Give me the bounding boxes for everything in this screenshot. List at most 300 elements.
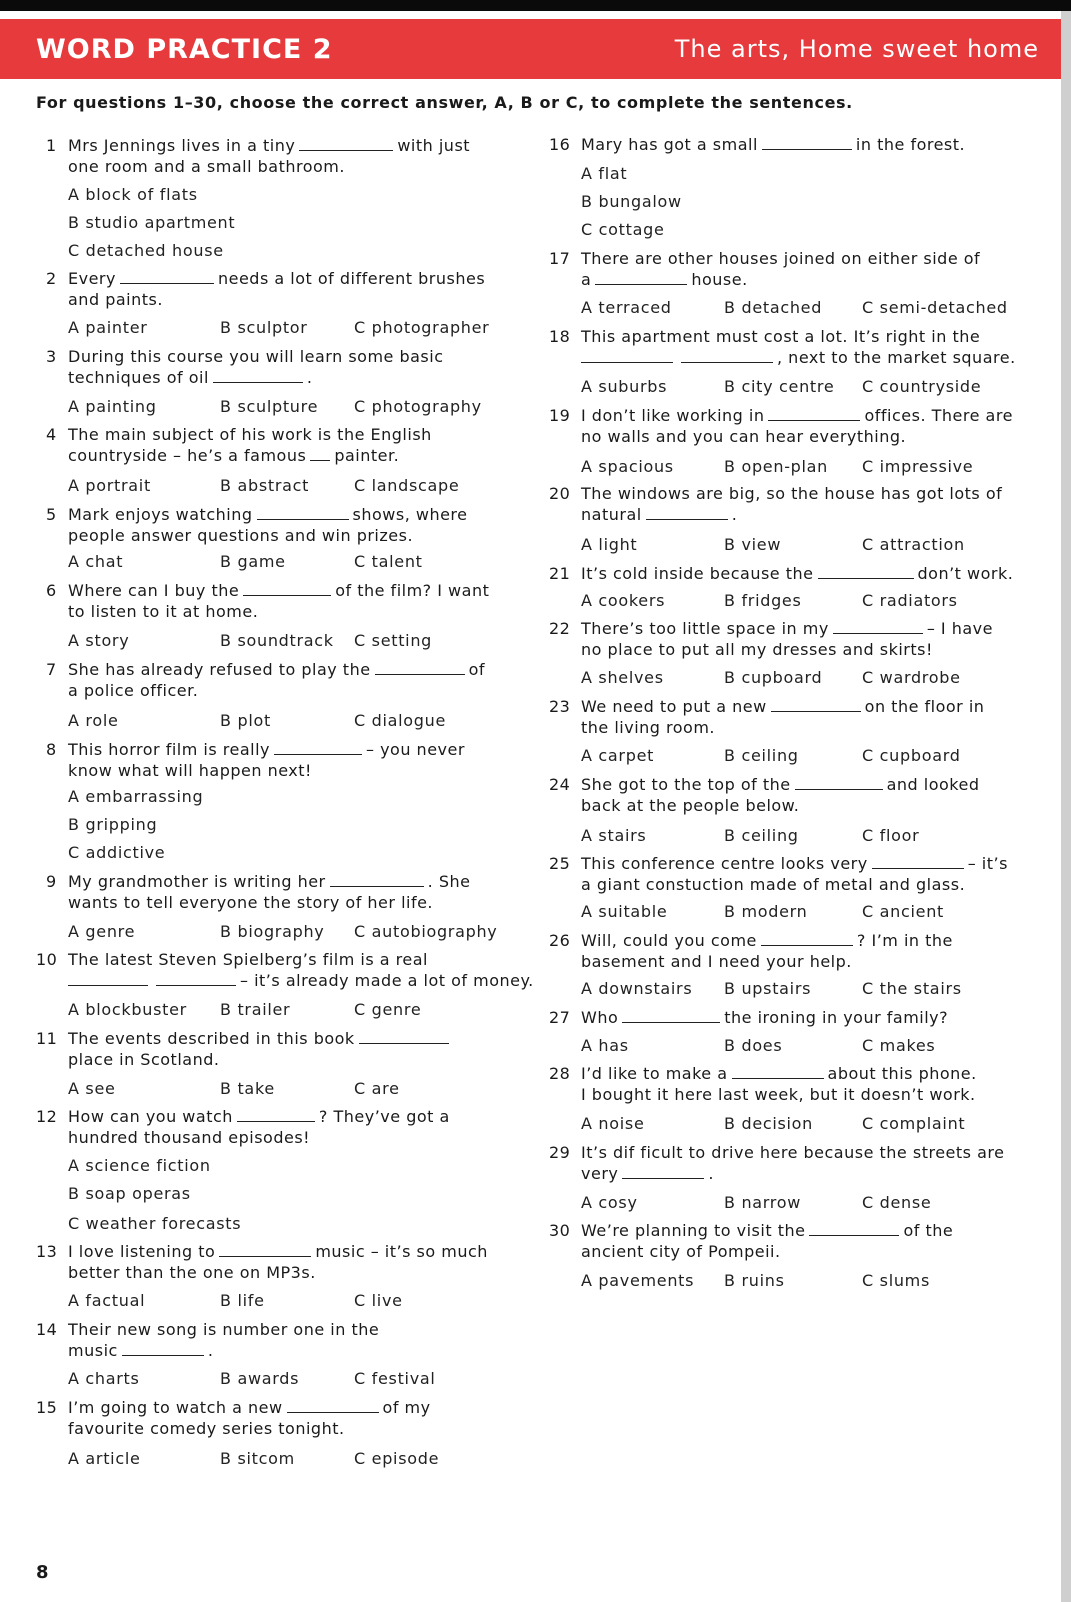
question-18-line bbox=[549, 326, 980, 347]
question-number: 26 bbox=[549, 931, 571, 950]
answer-option-a[interactable]: A suburbs bbox=[581, 377, 668, 396]
answer-blank[interactable] bbox=[375, 660, 465, 675]
answer-option-b[interactable]: B sculpture bbox=[220, 397, 319, 416]
question-text: Will, could you come bbox=[581, 931, 757, 950]
answer-option-c[interactable]: C slums bbox=[862, 1271, 931, 1290]
question-text: techniques of oil bbox=[68, 368, 209, 387]
answer-option-a[interactable]: A embarrassing bbox=[68, 787, 204, 806]
answer-option-a[interactable]: A flat bbox=[581, 164, 628, 183]
question-5-line bbox=[46, 504, 468, 525]
question-text: of the bbox=[903, 1221, 954, 1240]
question-10-line bbox=[68, 970, 534, 991]
question-text: . bbox=[708, 1164, 714, 1183]
question-29-line bbox=[581, 1163, 714, 1184]
answer-option-b[interactable]: B open-plan bbox=[724, 457, 829, 476]
top-edge bbox=[0, 0, 1071, 11]
answer-option-a[interactable]: A stairs bbox=[581, 826, 647, 845]
question-text: This apartment must cost a lot. It’s right in the bbox=[581, 327, 981, 346]
question-17-line bbox=[549, 248, 980, 269]
question-text: basement and I need your help. bbox=[581, 952, 852, 971]
answer-option-b[interactable]: B decision bbox=[724, 1114, 814, 1133]
answer-option-a[interactable]: A light bbox=[581, 535, 638, 554]
question-text: There are other houses joined on either side of bbox=[581, 249, 981, 268]
question-12-line bbox=[36, 1106, 450, 1127]
question-text: no walls and you can hear everything. bbox=[581, 427, 907, 446]
answer-option-a[interactable]: A portrait bbox=[68, 476, 151, 495]
question-text: countryside – he’s a famous bbox=[68, 446, 307, 465]
answer-option-b[interactable]: B sitcom bbox=[220, 1449, 295, 1468]
answer-option-b[interactable]: B cupboard bbox=[724, 668, 823, 687]
answer-option-c[interactable]: C festival bbox=[354, 1369, 436, 1388]
question-number: 5 bbox=[46, 505, 57, 524]
question-text: My grandmother is writing her bbox=[68, 872, 326, 891]
question-text: During this course you will learn some basic bbox=[68, 347, 444, 366]
question-12-line bbox=[68, 1127, 310, 1148]
question-30-line bbox=[581, 1241, 781, 1262]
answer-blank[interactable] bbox=[122, 1341, 204, 1356]
question-14-line bbox=[36, 1319, 379, 1340]
question-text: I bought it here last week, but it doesn’t work. bbox=[581, 1085, 976, 1104]
answer-option-c[interactable]: C semi-detached bbox=[862, 298, 1008, 317]
question-28-line bbox=[581, 1084, 976, 1105]
answer-option-c[interactable]: C dense bbox=[862, 1193, 932, 1212]
question-text: Mrs Jennings lives in a tiny bbox=[68, 136, 296, 155]
question-22-line bbox=[581, 639, 933, 660]
answer-blank[interactable] bbox=[243, 581, 331, 596]
answer-option-c[interactable]: C the stairs bbox=[862, 979, 962, 998]
answer-option-c[interactable]: C photographer bbox=[354, 318, 490, 337]
answer-blank[interactable] bbox=[595, 270, 687, 285]
question-text: needs a lot of different brushes bbox=[217, 269, 486, 288]
answer-option-a[interactable]: A terraced bbox=[581, 298, 672, 317]
answer-option-b[interactable]: B game bbox=[220, 552, 286, 571]
answer-option-c[interactable]: C complaint bbox=[862, 1114, 966, 1133]
answer-option-c[interactable]: C photography bbox=[354, 397, 482, 416]
question-text: There’s too little space in my bbox=[581, 619, 829, 638]
question-text: It’s dif ficult to drive here because the streets are bbox=[581, 1143, 1005, 1162]
question-27-line bbox=[549, 1007, 948, 1028]
question-text: very bbox=[581, 1164, 619, 1183]
question-text: The main subject of his work is the English bbox=[68, 425, 432, 444]
question-3-line bbox=[46, 346, 444, 367]
question-number: 1 bbox=[46, 136, 57, 155]
question-text: favourite comedy series tonight. bbox=[68, 1419, 345, 1438]
answer-option-a[interactable]: A painting bbox=[68, 397, 157, 416]
answer-option-a[interactable]: A cookers bbox=[581, 591, 666, 610]
question-text: shows, where bbox=[352, 505, 468, 524]
question-number: 12 bbox=[36, 1107, 58, 1126]
question-text: This conference centre looks very bbox=[581, 854, 868, 873]
answer-option-c[interactable]: C addictive bbox=[68, 843, 166, 862]
question-25-line bbox=[549, 853, 1008, 874]
question-23-line bbox=[549, 696, 984, 717]
question-14-line bbox=[68, 1340, 213, 1361]
answer-option-b[interactable]: B sculptor bbox=[220, 318, 308, 337]
question-text: I’m going to watch a new bbox=[68, 1398, 283, 1417]
answer-blank[interactable] bbox=[68, 971, 148, 986]
question-24-line bbox=[549, 774, 980, 795]
question-text: The latest Steven Spielberg’s film is a real bbox=[68, 950, 428, 969]
answer-option-a[interactable]: A blockbuster bbox=[68, 1000, 187, 1019]
answer-option-c[interactable]: C landscape bbox=[354, 476, 460, 495]
question-text: offices. There are bbox=[864, 406, 1013, 425]
answer-option-c[interactable]: C cottage bbox=[581, 220, 665, 239]
answer-option-c[interactable]: C live bbox=[354, 1291, 403, 1310]
answer-blank[interactable] bbox=[646, 505, 728, 520]
answer-option-b[interactable]: B ceiling bbox=[724, 826, 799, 845]
answer-blank[interactable] bbox=[330, 872, 424, 887]
answer-blank[interactable] bbox=[359, 1029, 449, 1044]
question-text: of bbox=[468, 660, 485, 679]
question-3-line bbox=[68, 367, 312, 388]
answer-option-c[interactable]: C cupboard bbox=[862, 746, 961, 765]
question-text: hundred thousand episodes! bbox=[68, 1128, 311, 1147]
question-10-line bbox=[36, 949, 428, 970]
question-19-line bbox=[549, 405, 1013, 426]
answer-blank[interactable] bbox=[213, 368, 303, 383]
question-text: in the forest. bbox=[855, 135, 966, 154]
question-text: to listen to it at home. bbox=[68, 602, 259, 621]
question-number: 18 bbox=[549, 327, 571, 346]
answer-option-a[interactable]: A article bbox=[68, 1449, 141, 1468]
question-18-line bbox=[581, 347, 1016, 368]
answer-option-b[interactable]: B soundtrack bbox=[220, 631, 334, 650]
answer-option-a[interactable]: A see bbox=[68, 1079, 116, 1098]
answer-blank[interactable] bbox=[872, 854, 964, 869]
answer-blank[interactable] bbox=[771, 697, 861, 712]
question-text: The windows are big, so the house has got lots of bbox=[581, 484, 1003, 503]
answer-option-b[interactable]: B awards bbox=[220, 1369, 300, 1388]
question-number: 27 bbox=[549, 1008, 571, 1027]
question-text: – I have bbox=[926, 619, 993, 638]
answer-blank[interactable] bbox=[120, 269, 214, 284]
question-8-line bbox=[46, 739, 465, 760]
answer-option-b[interactable]: B plot bbox=[220, 711, 271, 730]
question-9-line bbox=[68, 892, 433, 913]
question-text: natural bbox=[581, 505, 642, 524]
question-text: This horror film is really bbox=[68, 740, 270, 759]
question-number: 8 bbox=[46, 740, 57, 759]
answer-option-c[interactable]: C detached house bbox=[68, 241, 224, 260]
question-number: 21 bbox=[549, 564, 571, 583]
answer-option-a[interactable]: A spacious bbox=[581, 457, 674, 476]
question-number: 30 bbox=[549, 1221, 571, 1240]
answer-option-b[interactable]: B does bbox=[724, 1036, 783, 1055]
question-text: Mark enjoys watching bbox=[68, 505, 253, 524]
question-text: I’d like to make a bbox=[581, 1064, 728, 1083]
answer-blank[interactable] bbox=[274, 740, 362, 755]
question-19-line bbox=[581, 426, 906, 447]
answer-blank[interactable] bbox=[581, 348, 673, 363]
question-text: . bbox=[731, 505, 738, 524]
question-text: and looked bbox=[886, 775, 980, 794]
answer-blank[interactable] bbox=[310, 446, 330, 461]
instructions: For questions 1–30, choose the correct answer, A, B or C, to complete the sentences. bbox=[36, 93, 853, 112]
question-number: 10 bbox=[36, 950, 58, 969]
question-text: How can you watch bbox=[68, 1107, 233, 1126]
answer-option-b[interactable]: B ceiling bbox=[724, 746, 799, 765]
answer-option-c[interactable]: C genre bbox=[354, 1000, 422, 1019]
question-17-line bbox=[581, 269, 748, 290]
answer-option-b[interactable]: B trailer bbox=[220, 1000, 291, 1019]
question-text: Where can I buy the bbox=[68, 581, 240, 600]
question-1-line bbox=[46, 135, 470, 156]
answer-option-a[interactable]: A shelves bbox=[581, 668, 664, 687]
question-text: ? They’ve got a bbox=[318, 1107, 450, 1126]
question-number: 23 bbox=[549, 697, 571, 716]
answer-option-b[interactable]: B bungalow bbox=[581, 192, 682, 211]
answer-option-a[interactable]: A noise bbox=[581, 1114, 645, 1133]
question-text: house. bbox=[691, 270, 748, 289]
question-number: 14 bbox=[36, 1320, 58, 1339]
answer-option-c[interactable]: C ancient bbox=[862, 902, 945, 921]
question-text: the living room. bbox=[581, 718, 716, 737]
question-4-line bbox=[68, 445, 399, 466]
question-text: ? I’m in the bbox=[856, 931, 953, 950]
answer-blank[interactable] bbox=[768, 406, 860, 421]
answer-option-b[interactable]: B ruins bbox=[724, 1271, 785, 1290]
question-7-line bbox=[46, 659, 485, 680]
page-number: 8 bbox=[36, 1562, 49, 1583]
question-text: We’re planning to visit the bbox=[581, 1221, 806, 1240]
question-text: wants to tell everyone the story of her life. bbox=[68, 893, 434, 912]
question-text: and paints. bbox=[68, 290, 163, 309]
question-25-line bbox=[581, 874, 965, 895]
question-6-line bbox=[46, 580, 489, 601]
answer-option-a[interactable]: A suitable bbox=[581, 902, 668, 921]
question-text: a bbox=[581, 270, 592, 289]
answer-option-b[interactable]: B abstract bbox=[220, 476, 310, 495]
answer-blank[interactable] bbox=[622, 1164, 704, 1179]
answer-option-c[interactable]: C wardrobe bbox=[862, 668, 961, 687]
question-2-line bbox=[46, 268, 485, 289]
answer-option-b[interactable]: B soap operas bbox=[68, 1184, 191, 1203]
answer-blank[interactable] bbox=[762, 135, 852, 150]
question-number: 2 bbox=[46, 269, 57, 288]
question-11-line bbox=[36, 1028, 453, 1049]
question-number: 15 bbox=[36, 1398, 58, 1417]
question-text: music – it’s so much bbox=[315, 1242, 488, 1261]
question-text: know what will happen next! bbox=[68, 761, 312, 780]
answer-option-b[interactable]: B detached bbox=[724, 298, 823, 317]
answer-option-b[interactable]: B biography bbox=[220, 922, 325, 941]
header-banner bbox=[0, 19, 1061, 79]
question-number: 19 bbox=[549, 406, 571, 425]
question-number: 3 bbox=[46, 347, 57, 366]
answer-option-a[interactable]: A genre bbox=[68, 922, 136, 941]
answer-option-c[interactable]: C autobiography bbox=[354, 922, 498, 941]
question-text: . She bbox=[427, 872, 471, 891]
question-20-line bbox=[549, 483, 1002, 504]
answer-option-c[interactable]: C episode bbox=[354, 1449, 440, 1468]
question-26-line bbox=[549, 930, 953, 951]
question-28-line bbox=[549, 1063, 977, 1084]
question-number: 17 bbox=[549, 249, 571, 268]
answer-option-a[interactable]: A factual bbox=[68, 1291, 146, 1310]
question-text: She got to the top of the bbox=[581, 775, 791, 794]
answer-option-b[interactable]: B fridges bbox=[724, 591, 802, 610]
page-edge bbox=[1061, 11, 1071, 1602]
question-13-line bbox=[68, 1262, 316, 1283]
question-text: We need to put a new bbox=[581, 697, 767, 716]
question-11-line bbox=[68, 1049, 219, 1070]
question-text: It’s cold inside because the bbox=[581, 564, 814, 583]
answer-option-b[interactable]: B studio apartment bbox=[68, 213, 236, 232]
question-23-line bbox=[581, 717, 715, 738]
answer-option-b[interactable]: B upstairs bbox=[724, 979, 812, 998]
answer-option-a[interactable]: A chat bbox=[68, 552, 124, 571]
answer-option-b[interactable]: B life bbox=[220, 1291, 265, 1310]
answer-option-a[interactable]: A downstairs bbox=[581, 979, 693, 998]
question-5-line bbox=[68, 525, 413, 546]
question-text: – it’s already made a lot of money. bbox=[240, 971, 534, 990]
question-text: about this phone. bbox=[827, 1064, 977, 1083]
question-text: on the floor in bbox=[864, 697, 985, 716]
answer-option-a[interactable]: A has bbox=[581, 1036, 629, 1055]
answer-option-b[interactable]: B take bbox=[220, 1079, 275, 1098]
answer-option-a[interactable]: A carpet bbox=[581, 746, 655, 765]
question-text: – it’s bbox=[967, 854, 1008, 873]
answer-option-a[interactable]: A pavements bbox=[581, 1271, 695, 1290]
question-21-line bbox=[549, 563, 1013, 584]
answer-option-a[interactable]: A story bbox=[68, 631, 130, 650]
question-text: of my bbox=[382, 1398, 431, 1417]
question-8-line bbox=[68, 760, 312, 781]
question-text: music bbox=[68, 1341, 118, 1360]
question-number: 28 bbox=[549, 1064, 571, 1083]
answer-option-c[interactable]: C are bbox=[354, 1079, 400, 1098]
question-text: Mary has got a small bbox=[581, 135, 758, 154]
answer-option-b[interactable]: B modern bbox=[724, 902, 808, 921]
question-13-line bbox=[36, 1241, 488, 1262]
answer-blank[interactable] bbox=[732, 1064, 824, 1079]
question-number: 22 bbox=[549, 619, 571, 638]
answer-option-a[interactable]: A cosy bbox=[581, 1193, 638, 1212]
question-15-line bbox=[36, 1397, 431, 1418]
question-text: Their new song is number one in the bbox=[68, 1320, 380, 1339]
answer-option-c[interactable]: C makes bbox=[862, 1036, 936, 1055]
question-text: no place to put all my dresses and skirts! bbox=[581, 640, 933, 659]
question-9-line bbox=[46, 871, 470, 892]
question-text: I love listening to bbox=[68, 1242, 216, 1261]
answer-option-b[interactable]: B narrow bbox=[724, 1193, 802, 1212]
question-number: 9 bbox=[46, 872, 57, 891]
question-text: with just bbox=[397, 136, 471, 155]
question-24-line bbox=[581, 795, 799, 816]
question-number: 25 bbox=[549, 854, 571, 873]
answer-blank[interactable] bbox=[809, 1221, 899, 1236]
answer-option-a[interactable]: A science fiction bbox=[68, 1156, 211, 1175]
question-text: The events described in this book bbox=[68, 1029, 355, 1048]
answer-blank[interactable] bbox=[833, 619, 923, 634]
question-text: people answer questions and win prizes. bbox=[68, 526, 414, 545]
answer-option-c[interactable]: C countryside bbox=[862, 377, 982, 396]
question-number: 24 bbox=[549, 775, 571, 794]
answer-blank[interactable] bbox=[257, 505, 349, 520]
question-2-line bbox=[68, 289, 163, 310]
answer-option-a[interactable]: A block of flats bbox=[68, 185, 198, 204]
question-text: better than the one on MP3s. bbox=[68, 1263, 316, 1282]
question-text: . bbox=[207, 1341, 214, 1360]
answer-option-c[interactable]: C floor bbox=[862, 826, 920, 845]
question-26-line bbox=[581, 951, 852, 972]
question-15-line bbox=[68, 1418, 345, 1439]
answer-option-a[interactable]: A charts bbox=[68, 1369, 140, 1388]
answer-blank[interactable] bbox=[681, 348, 773, 363]
question-text: I don’t like working in bbox=[581, 406, 765, 425]
question-text: – you never bbox=[365, 740, 465, 759]
question-number: 13 bbox=[36, 1242, 58, 1261]
answer-option-c[interactable]: C setting bbox=[354, 631, 433, 650]
answer-option-b[interactable]: B gripping bbox=[68, 815, 158, 834]
answer-blank[interactable] bbox=[795, 775, 883, 790]
question-number: 29 bbox=[549, 1143, 571, 1162]
question-text: a giant constuction made of metal and glass. bbox=[581, 875, 966, 894]
answer-option-c[interactable]: C talent bbox=[354, 552, 423, 571]
question-text: place in Scotland. bbox=[68, 1050, 220, 1069]
answer-option-b[interactable]: B view bbox=[724, 535, 782, 554]
question-text: Who bbox=[581, 1008, 619, 1027]
answer-option-c[interactable]: C attraction bbox=[862, 535, 965, 554]
answer-blank[interactable] bbox=[287, 1398, 379, 1413]
question-29-line bbox=[549, 1142, 1004, 1163]
question-number: 4 bbox=[46, 425, 57, 444]
answer-option-c[interactable]: C dialogue bbox=[354, 711, 447, 730]
question-number: 20 bbox=[549, 484, 571, 503]
answer-option-c[interactable]: C weather forecasts bbox=[68, 1214, 242, 1233]
question-20-line bbox=[581, 504, 737, 525]
question-text: the ironing in your family? bbox=[724, 1008, 949, 1027]
question-text: one room and a small bathroom. bbox=[68, 157, 345, 176]
answer-option-a[interactable]: A painter bbox=[68, 318, 148, 337]
answer-blank[interactable] bbox=[818, 564, 914, 579]
answer-blank[interactable] bbox=[219, 1242, 311, 1257]
question-text: painter. bbox=[334, 446, 400, 465]
question-text: She has already refused to play the bbox=[68, 660, 371, 679]
question-22-line bbox=[549, 618, 993, 639]
question-text: ancient city of Pompeii. bbox=[581, 1242, 781, 1261]
answer-blank[interactable] bbox=[622, 1008, 720, 1023]
question-number: 7 bbox=[46, 660, 57, 679]
answer-option-c[interactable]: C radiators bbox=[862, 591, 958, 610]
answer-blank[interactable] bbox=[761, 931, 853, 946]
page-topic: The arts, Home sweet home bbox=[674, 35, 1039, 63]
question-1-line bbox=[68, 156, 345, 177]
question-text: Every bbox=[68, 269, 116, 288]
question-text: , next to the market square. bbox=[777, 348, 1016, 367]
answer-option-a[interactable]: A role bbox=[68, 711, 119, 730]
question-16-line bbox=[549, 134, 965, 155]
page-title: WORD PRACTICE 2 bbox=[36, 33, 333, 65]
question-text: back at the people below. bbox=[581, 796, 800, 815]
answer-blank[interactable] bbox=[237, 1107, 315, 1122]
answer-option-c[interactable]: C impressive bbox=[862, 457, 974, 476]
question-30-line bbox=[549, 1220, 953, 1241]
answer-option-b[interactable]: B city centre bbox=[724, 377, 835, 396]
question-number: 6 bbox=[46, 581, 57, 600]
question-text: of the film? I want bbox=[335, 581, 490, 600]
answer-blank[interactable] bbox=[156, 971, 236, 986]
answer-blank[interactable] bbox=[299, 136, 393, 151]
question-text: a police officer. bbox=[68, 681, 199, 700]
question-4-line bbox=[46, 424, 432, 445]
question-text: . bbox=[306, 368, 313, 387]
question-number: 11 bbox=[36, 1029, 58, 1048]
question-7-line bbox=[68, 680, 198, 701]
question-6-line bbox=[68, 601, 258, 622]
question-text: don’t work. bbox=[917, 564, 1014, 583]
question-number: 16 bbox=[549, 135, 571, 154]
